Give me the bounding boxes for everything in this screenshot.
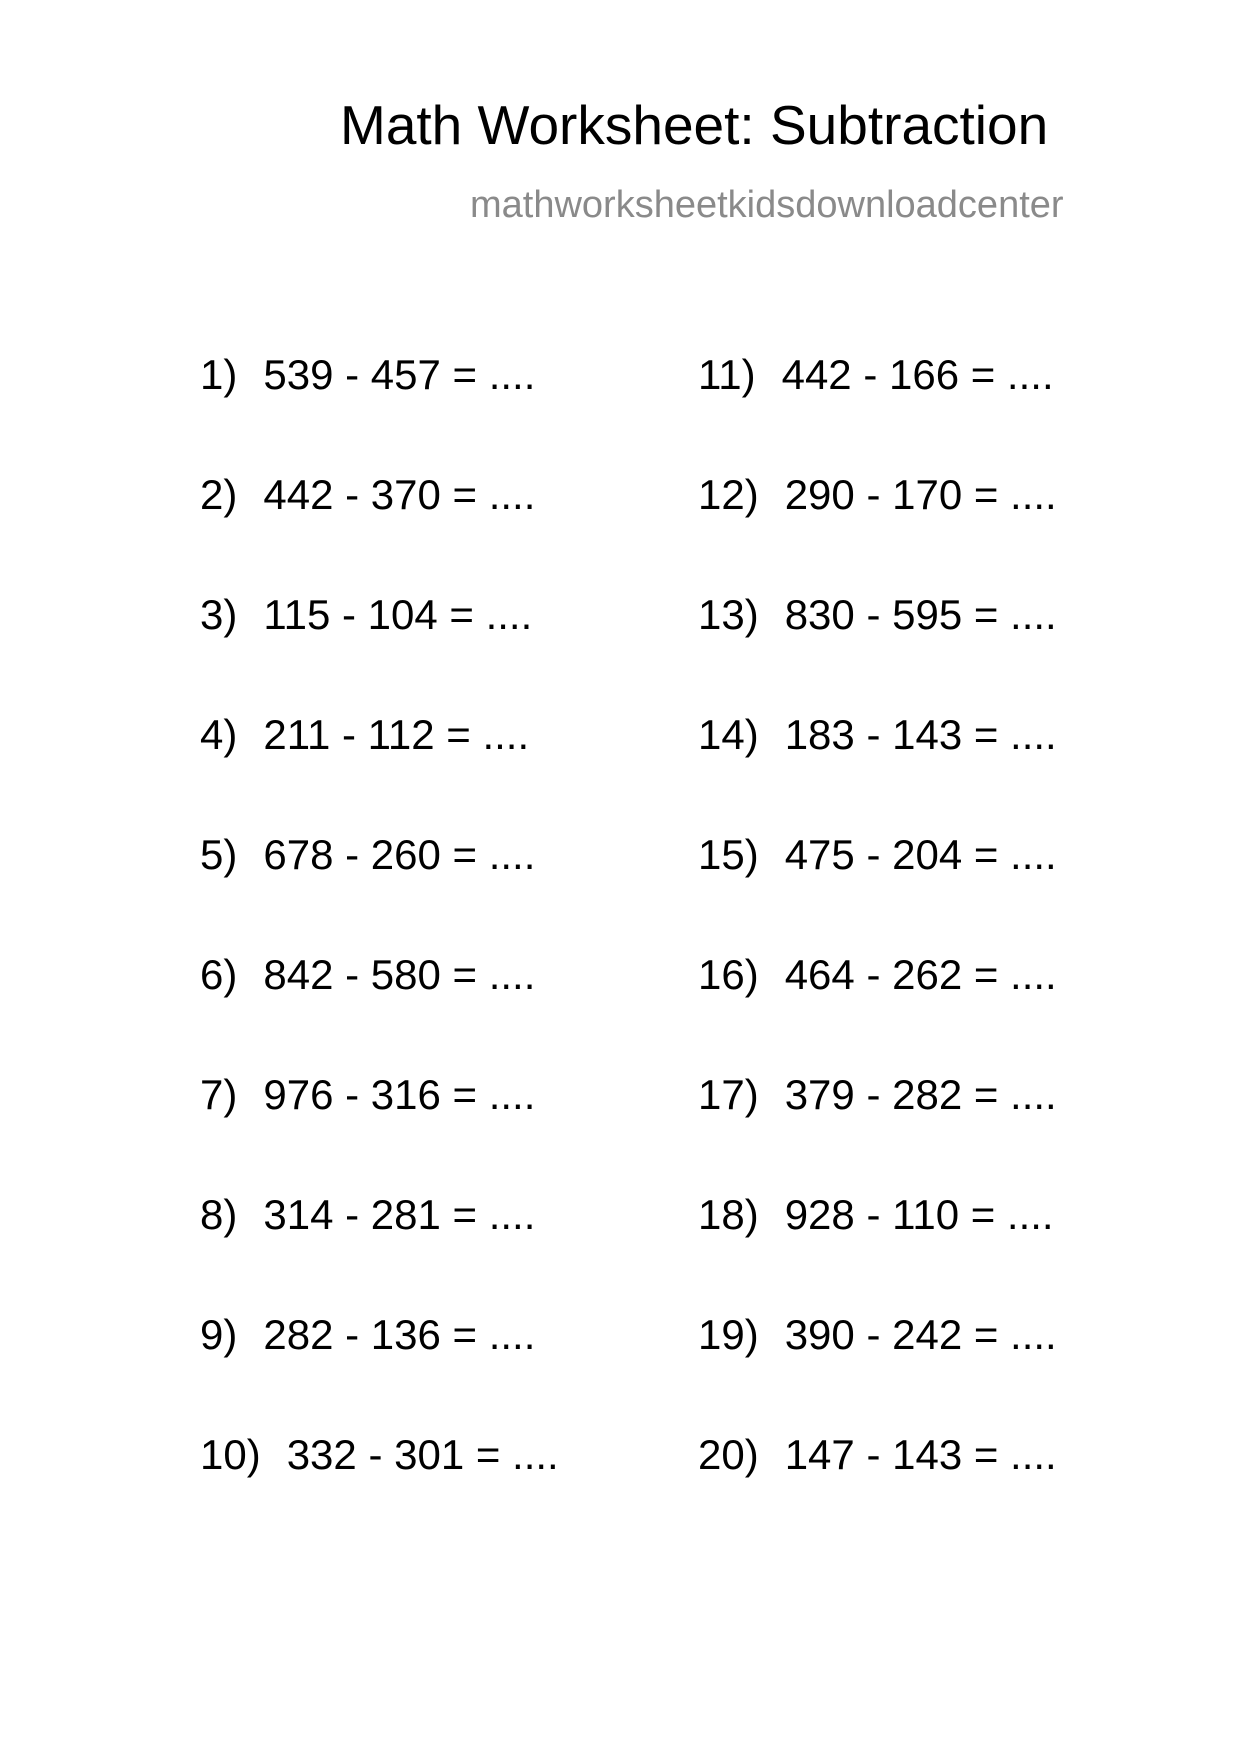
problem-item (698, 831, 1057, 954)
worksheet-subtitle: mathworksheetkidsdownloadcenter (470, 184, 1064, 226)
problem-number: 15) (698, 831, 759, 878)
problem-item (200, 1311, 559, 1434)
problem-item (200, 471, 559, 594)
problem-expression: 442 - 166 = .... (781, 351, 1054, 398)
problem-item (200, 1431, 559, 1554)
problem-expression: 211 - 112 = .... (263, 711, 530, 758)
problem-expression: 290 - 170 = .... (784, 471, 1057, 518)
problem-number: 13) (698, 591, 759, 638)
problem-expression: 147 - 143 = .... (784, 1431, 1057, 1478)
problem-number: 11) (698, 351, 756, 398)
problem-item (698, 471, 1057, 594)
problem-expression: 842 - 580 = .... (263, 951, 536, 998)
problem-expression: 390 - 242 = .... (784, 1311, 1057, 1358)
problem-item (200, 951, 559, 1074)
problem-item (698, 1191, 1057, 1314)
problem-number: 6) (200, 951, 238, 998)
problem-expression: 464 - 262 = .... (784, 951, 1057, 998)
problem-number: 5) (200, 831, 238, 878)
problem-expression: 332 - 301 = .... (286, 1431, 559, 1478)
problem-number: 12) (698, 471, 759, 518)
problems-right-column (698, 351, 1057, 1554)
problem-item (200, 711, 559, 834)
problem-number: 3) (200, 591, 238, 638)
problem-item (698, 1311, 1057, 1434)
problem-number: 20) (698, 1431, 759, 1478)
problem-expression: 475 - 204 = .... (784, 831, 1057, 878)
problems-left-column (200, 351, 559, 1554)
problem-item (200, 351, 559, 474)
problem-number: 8) (200, 1191, 238, 1238)
problem-item (200, 1191, 559, 1314)
problem-number: 16) (698, 951, 759, 998)
problem-expression: 314 - 281 = .... (263, 1191, 536, 1238)
problem-number: 9) (200, 1311, 238, 1358)
problem-expression: 115 - 104 = .... (263, 591, 533, 638)
problem-expression: 928 - 110 = .... (784, 1191, 1054, 1238)
problem-item (698, 351, 1057, 474)
problem-number: 2) (200, 471, 238, 518)
problem-expression: 539 - 457 = .... (263, 351, 536, 398)
problem-item (698, 591, 1057, 714)
problem-number: 1) (200, 351, 238, 398)
problem-expression: 830 - 595 = .... (784, 591, 1057, 638)
problem-item (200, 591, 559, 714)
problem-item (698, 951, 1057, 1074)
problem-number: 18) (698, 1191, 759, 1238)
problem-expression: 976 - 316 = .... (263, 1071, 536, 1118)
worksheet-title: Math Worksheet: Subtraction (340, 94, 1049, 156)
problem-expression: 442 - 370 = .... (263, 471, 536, 518)
problem-expression: 379 - 282 = .... (784, 1071, 1057, 1118)
problem-number: 7) (200, 1071, 238, 1118)
problem-expression: 678 - 260 = .... (263, 831, 536, 878)
problem-item (698, 1431, 1057, 1554)
problem-item (698, 1071, 1057, 1194)
problem-number: 17) (698, 1071, 759, 1118)
problem-item (200, 1071, 559, 1194)
problem-item (200, 831, 559, 954)
problem-number: 14) (698, 711, 759, 758)
problem-number: 10) (200, 1431, 261, 1478)
problem-expression: 183 - 143 = .... (784, 711, 1057, 758)
problem-number: 19) (698, 1311, 759, 1358)
problem-item (698, 711, 1057, 834)
problem-expression: 282 - 136 = .... (263, 1311, 536, 1358)
problem-number: 4) (200, 711, 238, 758)
